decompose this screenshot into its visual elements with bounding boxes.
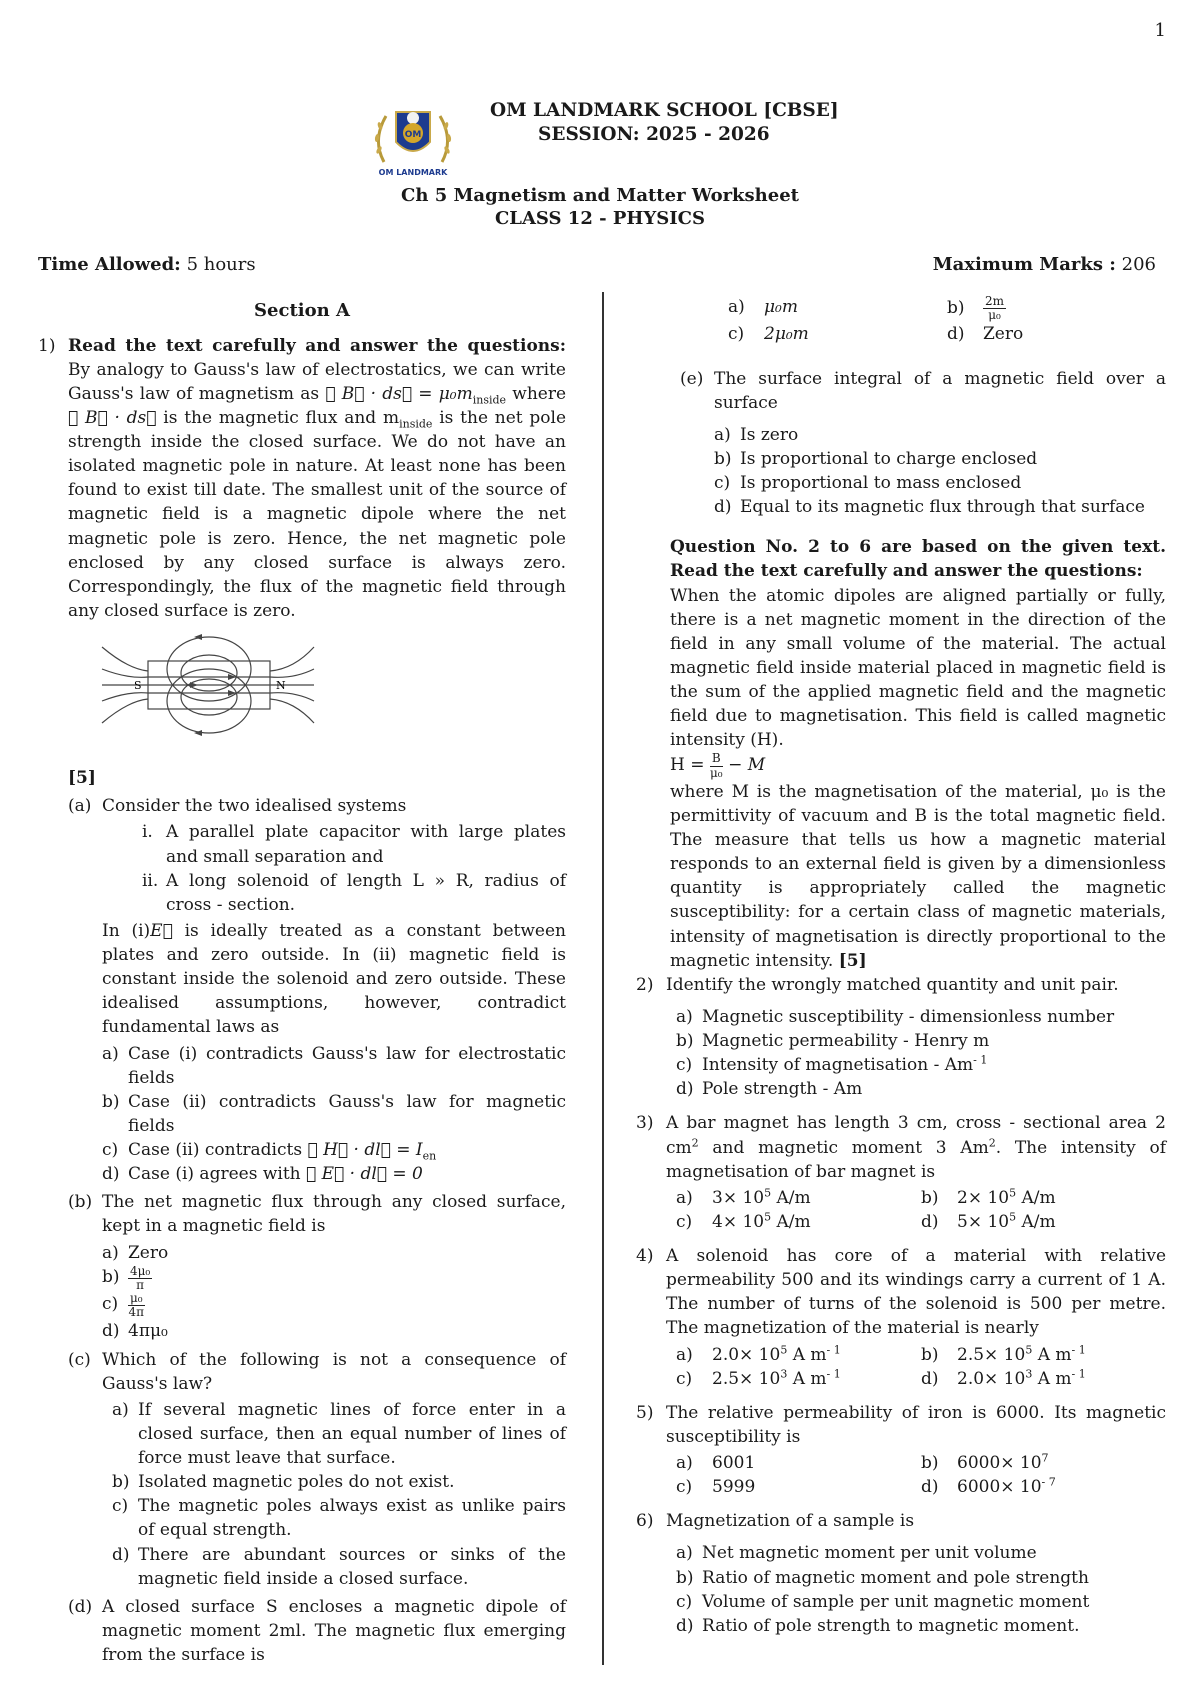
school-name: OM LANDMARK SCHOOL [CBSE]	[490, 100, 839, 121]
option[interactable]: b) $\frac{\text{4μ₀}}{\pi}$	[102, 1263, 151, 1292]
option-text: 4πμ₀	[128, 1321, 168, 1342]
option-text: Isolated magnetic poles do not exist.	[138, 1472, 455, 1493]
q3-text: and magnetic moment 3 Am	[712, 1137, 989, 1158]
question-6	[636, 1509, 1166, 1638]
question-1	[38, 334, 566, 1668]
option-exp: 5	[1009, 1186, 1017, 1200]
left-column	[38, 298, 566, 1667]
section-heading: Section A	[254, 300, 350, 321]
option[interactable]: a) Zero	[102, 1242, 169, 1263]
part-a-systems	[102, 820, 566, 917]
fraction	[128, 1292, 145, 1319]
part-label: (d)	[68, 1596, 93, 1617]
option[interactable]: d) $2.0\times 10^3$ A $m^{- 1}$	[921, 1366, 1086, 1389]
fraction	[128, 1265, 152, 1292]
logo-caption: OM LANDMARK	[378, 168, 448, 177]
question-text: A solenoid has core of a material with relative permeability 500 and its windings carry a current of 1 A. The number of turns of the solenoid is 500 per metre. The magnetization of the material is nearly	[666, 1246, 1166, 1339]
fraction-num: μ₀	[130, 1291, 143, 1306]
q3-text: . The intensity of magnetisation of bar magnet is	[666, 1137, 1166, 1182]
option-exp: - 7	[1041, 1475, 1056, 1489]
option[interactable]: a) Net magnetic moment per unit volume	[676, 1543, 1037, 1564]
option-exp: 3	[780, 1366, 788, 1380]
option[interactable]: d) $6000\times 10^{- 7}$	[921, 1475, 1056, 1498]
option[interactable]: d) Pole strength - Am	[676, 1079, 863, 1100]
part-d-options	[636, 295, 1166, 347]
question-number: 4)	[636, 1246, 654, 1266]
option-text: If several magnetic lines of force enter in a closed surface, then an equal number of lines of force must leave that surface.	[138, 1399, 566, 1469]
system-text: A parallel plate capacitor with large plates and small separation and	[166, 822, 566, 867]
option-text: 4× 10	[712, 1211, 765, 1232]
option-text: 6000× 10	[957, 1453, 1042, 1473]
option[interactable]: c) The magnetic poles always exist as unlike pairs of equal strength.	[112, 1496, 566, 1541]
option-text: 5× 10	[957, 1211, 1010, 1232]
question-text	[666, 1111, 1166, 1183]
q1-part-b	[68, 1190, 566, 1343]
q1-passage-part: is the magnetic flux and m	[163, 407, 400, 428]
option-text: Case (i) contradicts Gauss's law for electrostatic fields	[128, 1043, 566, 1088]
option[interactable]: b) $6000\times 10^7$	[921, 1451, 1049, 1473]
question-text: The relative permeability of iron is 6000. Its magnetic susceptibility is	[666, 1402, 1166, 1447]
question-number: 5)	[636, 1402, 654, 1423]
body-text: is ideally treated as a constant between plates and zero outside. In (ii) magnetic field is constant inside the solenoid and zero outside. These idealised assumptions, however, contradict fundamental laws as	[102, 920, 566, 1038]
option[interactable]: c) 5999	[676, 1477, 756, 1498]
option-text: Is proportional to charge enclosed	[740, 448, 1038, 469]
part-label: (a)	[68, 796, 92, 817]
part-label: (b)	[68, 1192, 93, 1213]
option-text: Case (i) agrees with	[128, 1164, 301, 1185]
option-text: Ratio of magnetic moment and pole strength	[702, 1567, 1089, 1588]
option-text: 3× 10	[712, 1187, 765, 1208]
option-text: 2.0× 10	[957, 1368, 1026, 1389]
fraction	[983, 295, 1006, 322]
option-text: Magnetic susceptibility - dimensionless number	[702, 1006, 1115, 1027]
formula-lhs: H =	[670, 755, 705, 776]
class-subject: CLASS 12 - PHYSICS	[494, 208, 705, 229]
option-text: 2μ₀m	[764, 324, 809, 345]
option[interactable]: b) $\frac{2m}{\text{μ₀}}$	[947, 294, 1005, 323]
option-unit-sup: - 1	[1071, 1342, 1086, 1356]
q1-formula-flux: ∮ B⃗ · ds⃗	[68, 407, 157, 428]
option-text: 2× 10	[957, 1187, 1010, 1208]
part-e-options	[714, 423, 1166, 520]
question-4	[636, 1244, 1166, 1391]
right-column	[636, 293, 1166, 1642]
option[interactable]: b) Isolated magnetic poles do not exist.	[112, 1472, 455, 1493]
option-exp: 5	[780, 1342, 788, 1356]
option-unit: A/m	[776, 1211, 811, 1232]
option-unit: A/m	[1021, 1187, 1056, 1208]
option-text: There are abundant sources or sinks of the magnetic field inside a closed surface.	[138, 1544, 566, 1589]
option-unit: A m	[1037, 1344, 1072, 1365]
option-text: 2.0× 10	[712, 1344, 781, 1365]
option-unit: A m	[792, 1368, 827, 1389]
option[interactable]: a) Is zero	[714, 424, 799, 445]
part-label: (e)	[680, 368, 704, 389]
body-text: In (i)	[102, 920, 151, 941]
option[interactable]: a) Case (i) contradicts Gauss's law for electrostatic fields	[102, 1043, 566, 1088]
option-text: 6001	[712, 1453, 756, 1473]
option[interactable]: c) Is proportional to mass enclosed	[714, 473, 1022, 493]
solenoid-field-figure	[98, 629, 318, 741]
figure-label-n: N	[276, 679, 286, 693]
option-unit-sup: - 1	[1071, 1366, 1086, 1380]
part-c-options	[102, 1398, 566, 1591]
part-c-text: Which of the following is not a consequence of Gauss's law?	[102, 1349, 566, 1394]
option[interactable]: d) Ratio of pole strength to magnetic moment.	[676, 1615, 1080, 1636]
q1-part-d	[68, 1595, 566, 1667]
option[interactable]: b) $2\times 10^5$ A/m	[921, 1186, 1056, 1208]
q1-marks: [5]	[68, 768, 96, 789]
q1-part-a	[68, 794, 566, 1186]
option[interactable]: b) Magnetic permeability - Henry m	[676, 1031, 990, 1051]
passage-marks: [5]	[838, 950, 867, 971]
column-divider	[602, 292, 604, 1665]
part-a-body	[102, 919, 566, 1040]
option[interactable]: b) $2.5\times 10^5$ A $m^{- 1}$	[921, 1342, 1086, 1365]
option-unit: A m	[792, 1344, 827, 1365]
option-text: 2.5× 10	[712, 1368, 781, 1389]
time-allowed	[38, 252, 256, 278]
fraction-den: μ₀	[988, 308, 1001, 323]
part-a-intro: Consider the two idealised systems	[102, 796, 407, 817]
passage-2	[636, 535, 1166, 973]
question-3	[636, 1111, 1166, 1234]
q3-options	[666, 1186, 1166, 1234]
question-text: Identify the wrongly matched quantity and unit pair.	[666, 974, 1119, 995]
option-exp: 5	[1009, 1210, 1017, 1224]
q1-formula-sub: inside	[472, 393, 507, 407]
q2-options	[666, 1005, 1166, 1102]
option-unit-sup: - 1	[826, 1366, 841, 1380]
formula-rhs: − M	[728, 755, 766, 776]
option[interactable]: c) 2μ₀m	[728, 324, 809, 345]
part-b-options	[102, 1241, 566, 1344]
option-text: Is proportional to mass enclosed	[740, 473, 1022, 493]
question-5	[636, 1401, 1166, 1500]
option[interactable]: d) Zero	[947, 324, 1024, 345]
option[interactable]: d) Equal to its magnetic flux through that surface	[714, 497, 1145, 518]
fraction-num: 2m	[985, 294, 1005, 308]
question-2	[636, 973, 1166, 1102]
q1-part-e	[680, 367, 1166, 520]
option-unit: A/m	[776, 1187, 811, 1208]
worksheet-title: Ch 5 Magnetism and Matter Worksheet	[401, 185, 799, 206]
option-exp: 5	[764, 1210, 772, 1224]
option-text: Zero	[983, 324, 1024, 345]
part-b-text: The net magnetic flux through any closed surface, kept in a magnetic field is	[102, 1192, 566, 1237]
q4-options	[666, 1343, 1166, 1391]
option-text: Zero	[128, 1242, 169, 1263]
option-text: 5999	[712, 1477, 756, 1498]
option-unit: A m	[1037, 1368, 1072, 1389]
option-sup: - 1	[973, 1053, 988, 1067]
roman-num: ii.	[142, 870, 159, 891]
q5-options	[666, 1451, 1166, 1499]
option-text: Ratio of pole strength to magnetic moment.	[702, 1615, 1080, 1636]
question-number: 6)	[636, 1511, 654, 1532]
system-item	[142, 820, 566, 868]
option[interactable]: c) Volume of sample per unit magnetic moment	[676, 1591, 1090, 1612]
option[interactable]: b) Is proportional to charge enclosed	[714, 448, 1038, 469]
q1-passage	[68, 334, 566, 624]
option-exp: 7	[1041, 1451, 1049, 1465]
option[interactable]: c) $\frac{\text{μ₀}}{4\pi}$	[102, 1291, 145, 1320]
part-label: (c)	[68, 1349, 91, 1370]
option[interactable]: b) Case (ii) contradicts Gauss's law for magnetic fields	[102, 1091, 566, 1136]
option-exp: 5	[764, 1186, 772, 1200]
h-formula	[670, 752, 1166, 779]
option-formula: ∮ H⃗ · dl⃗ = I	[307, 1140, 423, 1161]
option[interactable]: a) $2.0\times 10^5$ A $m^{- 1}$	[676, 1342, 841, 1365]
fraction-den: 4π	[128, 1305, 145, 1320]
option-text: Volume of sample per unit magnetic moment	[702, 1591, 1090, 1612]
marks-value: 206	[1121, 254, 1156, 275]
option[interactable]: c) Intensity of magnetisation - $Am^{- 1}$	[676, 1053, 988, 1076]
system-item	[142, 869, 566, 917]
part-a-options	[102, 1042, 566, 1187]
option[interactable]: c) Case (ii) contradicts ∮ H⃗ · dl⃗ = $I_{en}$	[102, 1140, 437, 1163]
option[interactable]: b) Ratio of magnetic moment and pole strength	[676, 1567, 1089, 1588]
fraction-num: B	[711, 751, 721, 766]
option-formula: ∮ E⃗ · dl⃗ = 0	[306, 1164, 423, 1185]
option-text: Magnetic permeability - Henry m	[702, 1031, 990, 1051]
option-unit-sup: - 1	[826, 1342, 841, 1356]
option[interactable]: d) $5\times 10^5$ A/m	[921, 1210, 1056, 1232]
option-sub: en	[422, 1149, 437, 1163]
option-text: Equal to its magnetic flux through that surface	[740, 497, 1145, 518]
option[interactable]: d) 4πμ₀	[102, 1321, 168, 1342]
logo-text: OM	[404, 130, 422, 140]
passage-text: When the atomic dipoles are aligned partially or fully, there is a net magnetic moment in the direction of the field in any small volume of the material. The actual magnetic field inside material placed in magnetic field is the sum of the applied magnetic field and the magnetic field due to magnetisation. This field is called magnetic intensity (H).	[670, 585, 1166, 751]
q3-sup: 2	[691, 1135, 699, 1149]
q3-sup: 2	[988, 1135, 996, 1149]
part-e-text: The surface integral of a magnetic field over a surface	[714, 368, 1166, 413]
part-d-text: A closed surface S encloses a magnetic dipole of magnetic moment 2ml. The magnetic flux emerging from the surface is	[102, 1596, 566, 1666]
e-vector: E⃗	[150, 920, 173, 941]
option[interactable]: a) μ₀m	[728, 297, 798, 317]
q3-text: A bar magnet has length 3 cm, cross - sectional area 2 cm	[666, 1113, 1166, 1158]
option-text: Case (ii) contradicts	[128, 1140, 303, 1161]
passage-heading: Question No. 2 to 6 are based on the given text. Read the text carefully and answer the questions:	[670, 537, 1166, 582]
option-unit: A/m	[1021, 1211, 1056, 1232]
option-text: Net magnetic moment per unit volume	[702, 1543, 1037, 1564]
option-exp: 5	[1025, 1342, 1033, 1356]
option-text: 6000× 10	[957, 1477, 1042, 1498]
q1-sub: inside	[399, 417, 433, 431]
q1-passage-part: where	[512, 383, 567, 404]
page-number: 1	[1154, 20, 1166, 41]
question-number: 3)	[636, 1113, 654, 1134]
option-text: Case (ii) contradicts Gauss's law for magnetic fields	[128, 1091, 566, 1136]
option-exp: 3	[1025, 1366, 1033, 1380]
maximum-marks	[933, 252, 1156, 278]
q1-formula: ∮ B⃗ · ds⃗ = μ₀m	[325, 383, 473, 404]
fraction-den: μ₀	[710, 765, 723, 780]
option[interactable]: c) $2.5\times 10^3$ A $m^{- 1}$	[676, 1366, 841, 1389]
q6-options	[666, 1541, 1166, 1638]
time-label: Time Allowed:	[38, 254, 181, 275]
passage-text: where M is the magnetisation of the material, μ₀ is the permittivity of vacuum and B is the total magnetic field. The measure that tells us how a magnetic material responds to an external field is given by a dimensionless quantity is appropriately called the magnetic susceptibility: for a certain class of magnetic materials, intensity of magnetisation is directly proportional to the magnetic intensity.	[670, 781, 1166, 971]
option-text: μ₀m	[764, 297, 798, 317]
q1-lead: Read the text carefully and answer the questions:	[68, 335, 566, 356]
fraction-num: 4μ₀	[130, 1263, 151, 1278]
option-text: Is zero	[740, 424, 799, 445]
session: SESSION: 2025 - 2026	[538, 124, 770, 145]
roman-num: i.	[142, 822, 153, 843]
figure-label-s: S	[134, 679, 142, 693]
option-text: 2.5× 10	[957, 1344, 1026, 1365]
question-number: 2)	[636, 974, 654, 995]
school-logo	[364, 100, 462, 192]
question-number: 1)	[38, 335, 56, 356]
fraction	[710, 752, 723, 779]
marks-label: Maximum Marks :	[932, 254, 1116, 275]
option-text: Intensity of magnetisation - Am	[702, 1055, 974, 1076]
fraction-den: π	[136, 1277, 145, 1292]
option[interactable]: c) $4\times 10^5$ A/m	[676, 1210, 811, 1232]
q1-passage-part: By analogy to Gauss's law of electrostatics, we can write Gauss's law of magnetism as	[68, 359, 566, 404]
q1-part-c	[68, 1348, 566, 1591]
question-text: Magnetization of a sample is	[666, 1511, 915, 1532]
option[interactable]: a) If several magnetic lines of force enter in a closed surface, then an equal number of lines of force must leave that surface.	[112, 1399, 566, 1469]
time-value: 5 hours	[186, 254, 256, 275]
option[interactable]: a) 6001	[676, 1453, 756, 1473]
q1-passage-part: is the net pole strength inside the closed surface. We do not have an isolated magnetic pole in nature. At least none has been found to exist till date. The smallest unit of the source of magnetic field is a magnetic dipole where the net magnetic pole is zero. Hence, the net magnetic pole enclosed by any closed surface is always zero. Correspondingly, the flux of the magnetic field through any closed surface is zero.	[68, 407, 567, 621]
option-text: The magnetic poles always exist as unlike pairs of equal strength.	[138, 1496, 566, 1541]
option[interactable]: a) $3\times 10^5$ A/m	[676, 1186, 811, 1208]
system-text: A long solenoid of length L » R, radius of cross - section.	[166, 870, 566, 915]
option[interactable]: d) Case (i) agrees with ∮ E⃗ · dl⃗ = 0	[102, 1164, 423, 1185]
option[interactable]: a) Magnetic susceptibility - dimensionless number	[676, 1006, 1115, 1027]
option[interactable]: d) There are abundant sources or sinks of the magnetic field inside a closed surface.	[112, 1544, 566, 1589]
option-text: Pole strength - Am	[702, 1079, 863, 1100]
